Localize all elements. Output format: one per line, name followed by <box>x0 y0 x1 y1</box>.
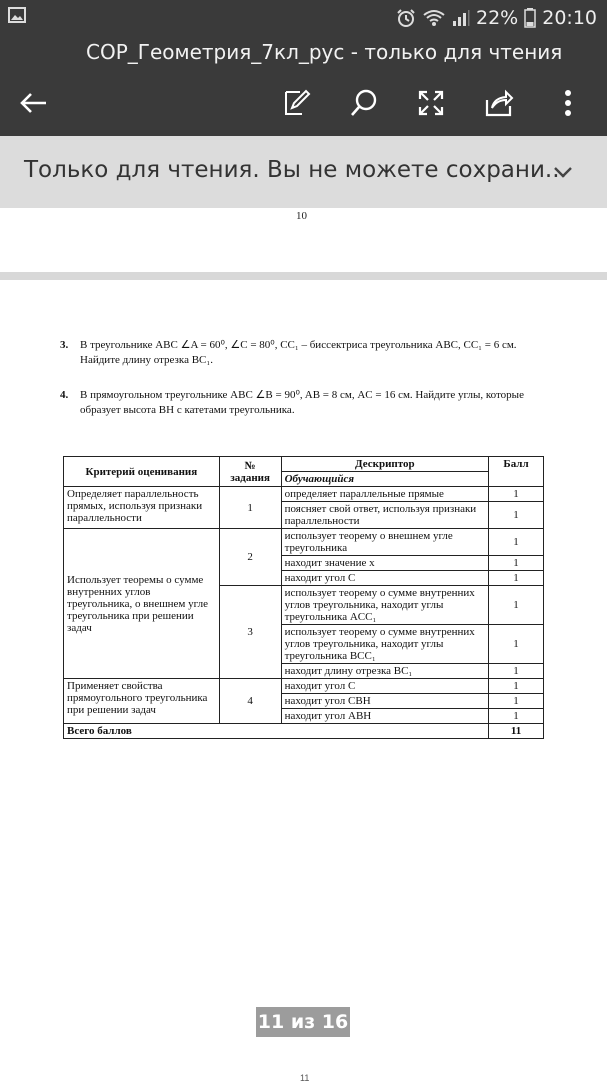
app-toolbar <box>0 36 607 136</box>
edit-button[interactable] <box>280 86 314 120</box>
task-number: 3. <box>60 339 69 351</box>
score-cell: 1 <box>489 586 544 625</box>
task-number-cell: 4 <box>219 679 281 724</box>
battery-percent: 22% <box>476 7 519 29</box>
battery-icon <box>524 8 536 28</box>
signal-icon <box>452 9 470 27</box>
descriptor-cell: использует теорему о внешнем угле треугольника <box>281 529 488 556</box>
total-score: 11 <box>489 724 544 739</box>
total-row <box>64 724 544 739</box>
read-only-message: Только для чтения. Вы не можете сохрани... <box>24 157 567 183</box>
task-3 <box>60 338 550 368</box>
more-options-button[interactable] <box>551 86 585 120</box>
search-icon <box>349 88 379 118</box>
share-icon <box>484 88 514 118</box>
descriptor-cell: использует теорему о сумме внутренних углов треугольника, находит углы треугольника BCC₁ <box>281 625 488 664</box>
task-text: В прямоугольном треугольнике ABC ∠B = 90⁰, AB = 8 см, AC = 16 см. Найдите углы, которые образует высота BH с катетами треугольника. <box>80 389 524 416</box>
score-cell: 1 <box>489 694 544 709</box>
search-button[interactable] <box>347 86 381 120</box>
wifi-icon <box>422 8 446 28</box>
task-text: В треугольнике ABC ∠A = 60⁰, ∠C = 80⁰, CC₁ – биссектриса треугольника ABC, CC₁ = 6 см. Найдите длину отрезка BC₁. <box>80 339 517 366</box>
page-indicator: 11 из 16 <box>256 1007 350 1037</box>
score-cell: 1 <box>489 664 544 679</box>
score-cell: 1 <box>489 679 544 694</box>
descriptor-cell: определяет параллельные прямые <box>281 487 488 502</box>
descriptor-cell: находит значение x <box>281 556 488 571</box>
table-row <box>64 679 544 694</box>
score-cell: 1 <box>489 556 544 571</box>
header-learner: Обучающийся <box>281 472 488 487</box>
gallery-icon <box>8 7 26 23</box>
score-cell: 1 <box>489 709 544 724</box>
total-label: Всего баллов <box>64 724 489 739</box>
clock: 20:10 <box>542 7 597 29</box>
descriptor-cell: находит угол ABH <box>281 709 488 724</box>
task-4 <box>60 388 550 418</box>
score-cell: 1 <box>489 487 544 502</box>
more-vertical-icon <box>563 88 573 118</box>
descriptor-cell: находит угол C <box>281 679 488 694</box>
score-cell: 1 <box>489 625 544 664</box>
next-page-number: 11 <box>300 1073 310 1083</box>
fullscreen-button[interactable] <box>414 86 448 120</box>
task-number-cell: 2 <box>219 529 281 586</box>
read-only-banner[interactable] <box>0 136 607 208</box>
page-number: 10 <box>296 210 307 222</box>
table-row <box>64 529 544 556</box>
page-separator <box>0 272 607 280</box>
descriptor-cell: находит угол C <box>281 571 488 586</box>
descriptor-cell: находит длину отрезка BC₁ <box>281 664 488 679</box>
assessment-table <box>63 456 544 739</box>
edit-icon <box>282 88 312 118</box>
header-descriptor: Дескриптор <box>281 457 488 472</box>
descriptor-cell: использует теорему о сумме внутренних углов треугольника, находит углы треугольника ACC₁ <box>281 586 488 625</box>
score-cell: 1 <box>489 502 544 529</box>
document-title: СОР_Геометрия_7кл_рус - только для чтения <box>86 40 563 64</box>
descriptor-cell: находит угол CBH <box>281 694 488 709</box>
document-page <box>0 280 607 1080</box>
chevron-down-icon[interactable] <box>549 158 577 186</box>
task-number: 4. <box>60 389 69 401</box>
header-task-no: № задания <box>219 457 281 487</box>
header-score: Балл <box>489 457 544 487</box>
previous-page <box>0 208 607 272</box>
header-criterion: Критерий оценивания <box>64 457 220 487</box>
criterion-cell: Применяет свойства прямоугольного треугольника при решении задач <box>64 679 220 724</box>
score-cell: 1 <box>489 529 544 556</box>
status-bar <box>0 0 607 36</box>
descriptor-cell: поясняет свой ответ, используя признаки параллельности <box>281 502 488 529</box>
criterion-cell: Определяет параллельность прямых, используя признаки параллельности <box>64 487 220 529</box>
share-button[interactable] <box>482 86 516 120</box>
task-number-cell: 3 <box>219 586 281 679</box>
criterion-cell: Использует теоремы о сумме внутренних углов треугольника, о внешнем угле треугольника при решении задач <box>64 529 220 679</box>
back-button[interactable] <box>16 86 50 120</box>
score-cell: 1 <box>489 571 544 586</box>
task-number-cell: 1 <box>219 487 281 529</box>
expand-icon <box>417 89 445 117</box>
alarm-icon <box>396 8 416 28</box>
table-row <box>64 487 544 502</box>
arrow-left-icon <box>18 91 48 115</box>
